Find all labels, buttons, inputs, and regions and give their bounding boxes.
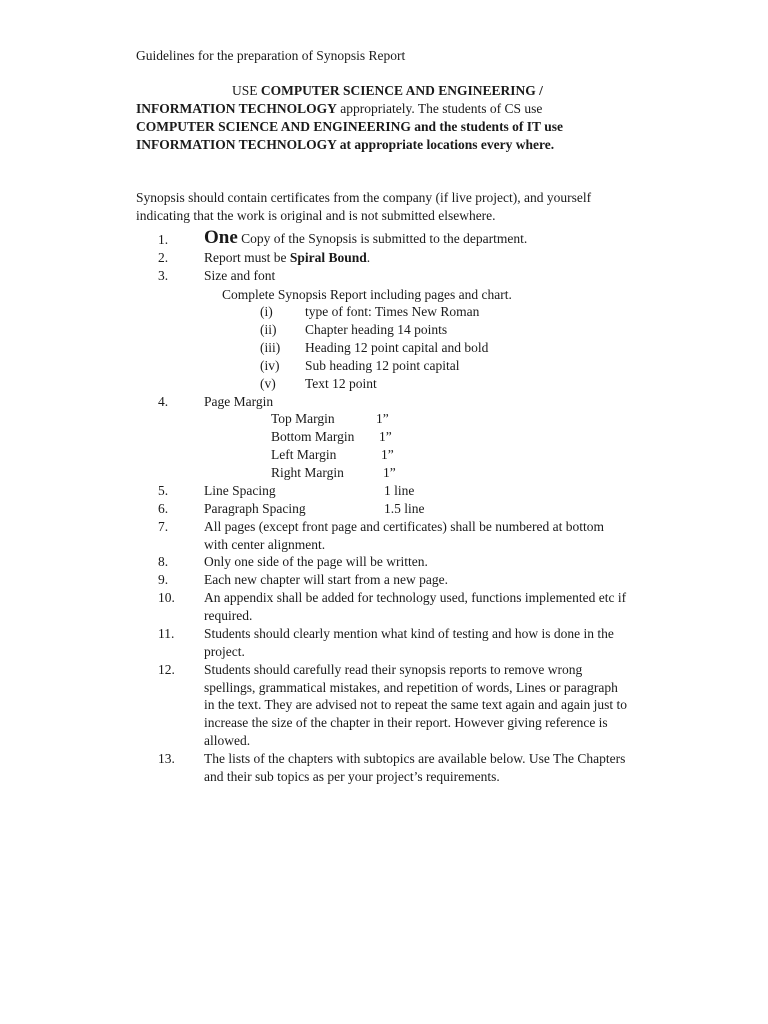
item-number: 6. (158, 501, 169, 516)
item-text: Each new chapter will start from a new page. (204, 572, 449, 587)
item-subtext: Complete Synopsis Report including pages and chart. (222, 287, 512, 302)
item-text: Only one side of the page will be written. (204, 554, 428, 569)
intro-line-3: COMPUTER SCIENCE AND ENGINEERING and the students of IT use (136, 119, 563, 134)
document-title: Guidelines for the preparation of Synopsis Report (136, 48, 406, 63)
item-text: Size and font (204, 268, 276, 283)
item-text: project. (204, 644, 245, 659)
font-text: Chapter heading 14 points (305, 322, 448, 337)
synopsis-line-2: indicating that the work is original and is not submitted elsewhere. (136, 208, 496, 223)
item-number: 11. (158, 626, 175, 641)
font-num: (v) (260, 376, 276, 391)
synopsis-line-1: Synopsis should contain certificates from the company (if live project), and yourself (136, 190, 592, 205)
margin-label: Bottom Margin (271, 429, 355, 444)
item-number: 5. (158, 483, 169, 498)
item-text: with center alignment. (204, 537, 326, 552)
font-text: Text 12 point (305, 376, 377, 391)
item-text: spellings, grammatical mistakes, and repetition of words, Lines or paragraph (204, 680, 618, 695)
item-text: Line Spacing (204, 483, 276, 498)
item-number: 7. (158, 519, 169, 534)
item-text: Report must be Spiral Bound. (204, 250, 371, 265)
font-num: (i) (260, 304, 273, 319)
item-text: increase the size of the chapter in their report. However giving reference is (204, 715, 608, 730)
item-number: 12. (158, 662, 175, 677)
margin-label: Right Margin (271, 465, 344, 480)
item-number: 9. (158, 572, 169, 587)
margin-value: 1” (383, 465, 396, 480)
item-text: and their sub topics as per your project’s requirements. (204, 769, 500, 784)
item-number: 3. (158, 268, 169, 283)
item-number: 10. (158, 590, 175, 605)
item-text: required. (204, 608, 253, 623)
item-text: Paragraph Spacing (204, 501, 306, 516)
item-text: An appendix shall be added for technology used, functions implemented etc if (204, 590, 627, 605)
font-text: Sub heading 12 point capital (305, 358, 460, 373)
intro-line-1: USE COMPUTER SCIENCE AND ENGINEERING / (232, 83, 543, 98)
item-text: All pages (except front page and certificates) shall be numbered at bottom (204, 519, 604, 534)
font-num: (iii) (260, 340, 281, 355)
item-number: 2. (158, 250, 169, 265)
intro-line-2: INFORMATION TECHNOLOGY appropriately. The students of CS use (136, 101, 543, 116)
item-text: allowed. (204, 733, 251, 748)
margin-value: 1” (381, 447, 394, 462)
item-text: Students should carefully read their synopsis reports to remove wrong (204, 662, 583, 677)
item-value: 1 line (384, 483, 415, 498)
item-value: 1.5 line (384, 501, 425, 516)
margin-label: Top Margin (271, 411, 335, 426)
item-number: 8. (158, 554, 169, 569)
item-number: 4. (158, 394, 169, 409)
font-text: Heading 12 point capital and bold (305, 340, 489, 355)
font-num: (iv) (260, 358, 280, 373)
font-num: (ii) (260, 322, 277, 337)
item-text: The lists of the chapters with subtopics are available below. Use The Chapters (204, 751, 626, 766)
item-text: One Copy of the Synopsis is submitted to the department. (204, 227, 528, 248)
item-number: 1. (158, 232, 169, 247)
item-number: 13. (158, 751, 175, 766)
font-text: type of font: Times New Roman (305, 304, 480, 319)
margin-value: 1” (379, 429, 392, 444)
margin-value: 1” (376, 411, 389, 426)
item-text: Students should clearly mention what kind of testing and how is done in the (204, 626, 614, 641)
margin-label: Left Margin (271, 447, 337, 462)
item-text: Page Margin (204, 394, 274, 409)
intro-line-4: INFORMATION TECHNOLOGY at appropriate locations every where. (136, 137, 555, 152)
item-text: in the text. They are advised not to repeat the same text again and again just to (204, 697, 627, 712)
